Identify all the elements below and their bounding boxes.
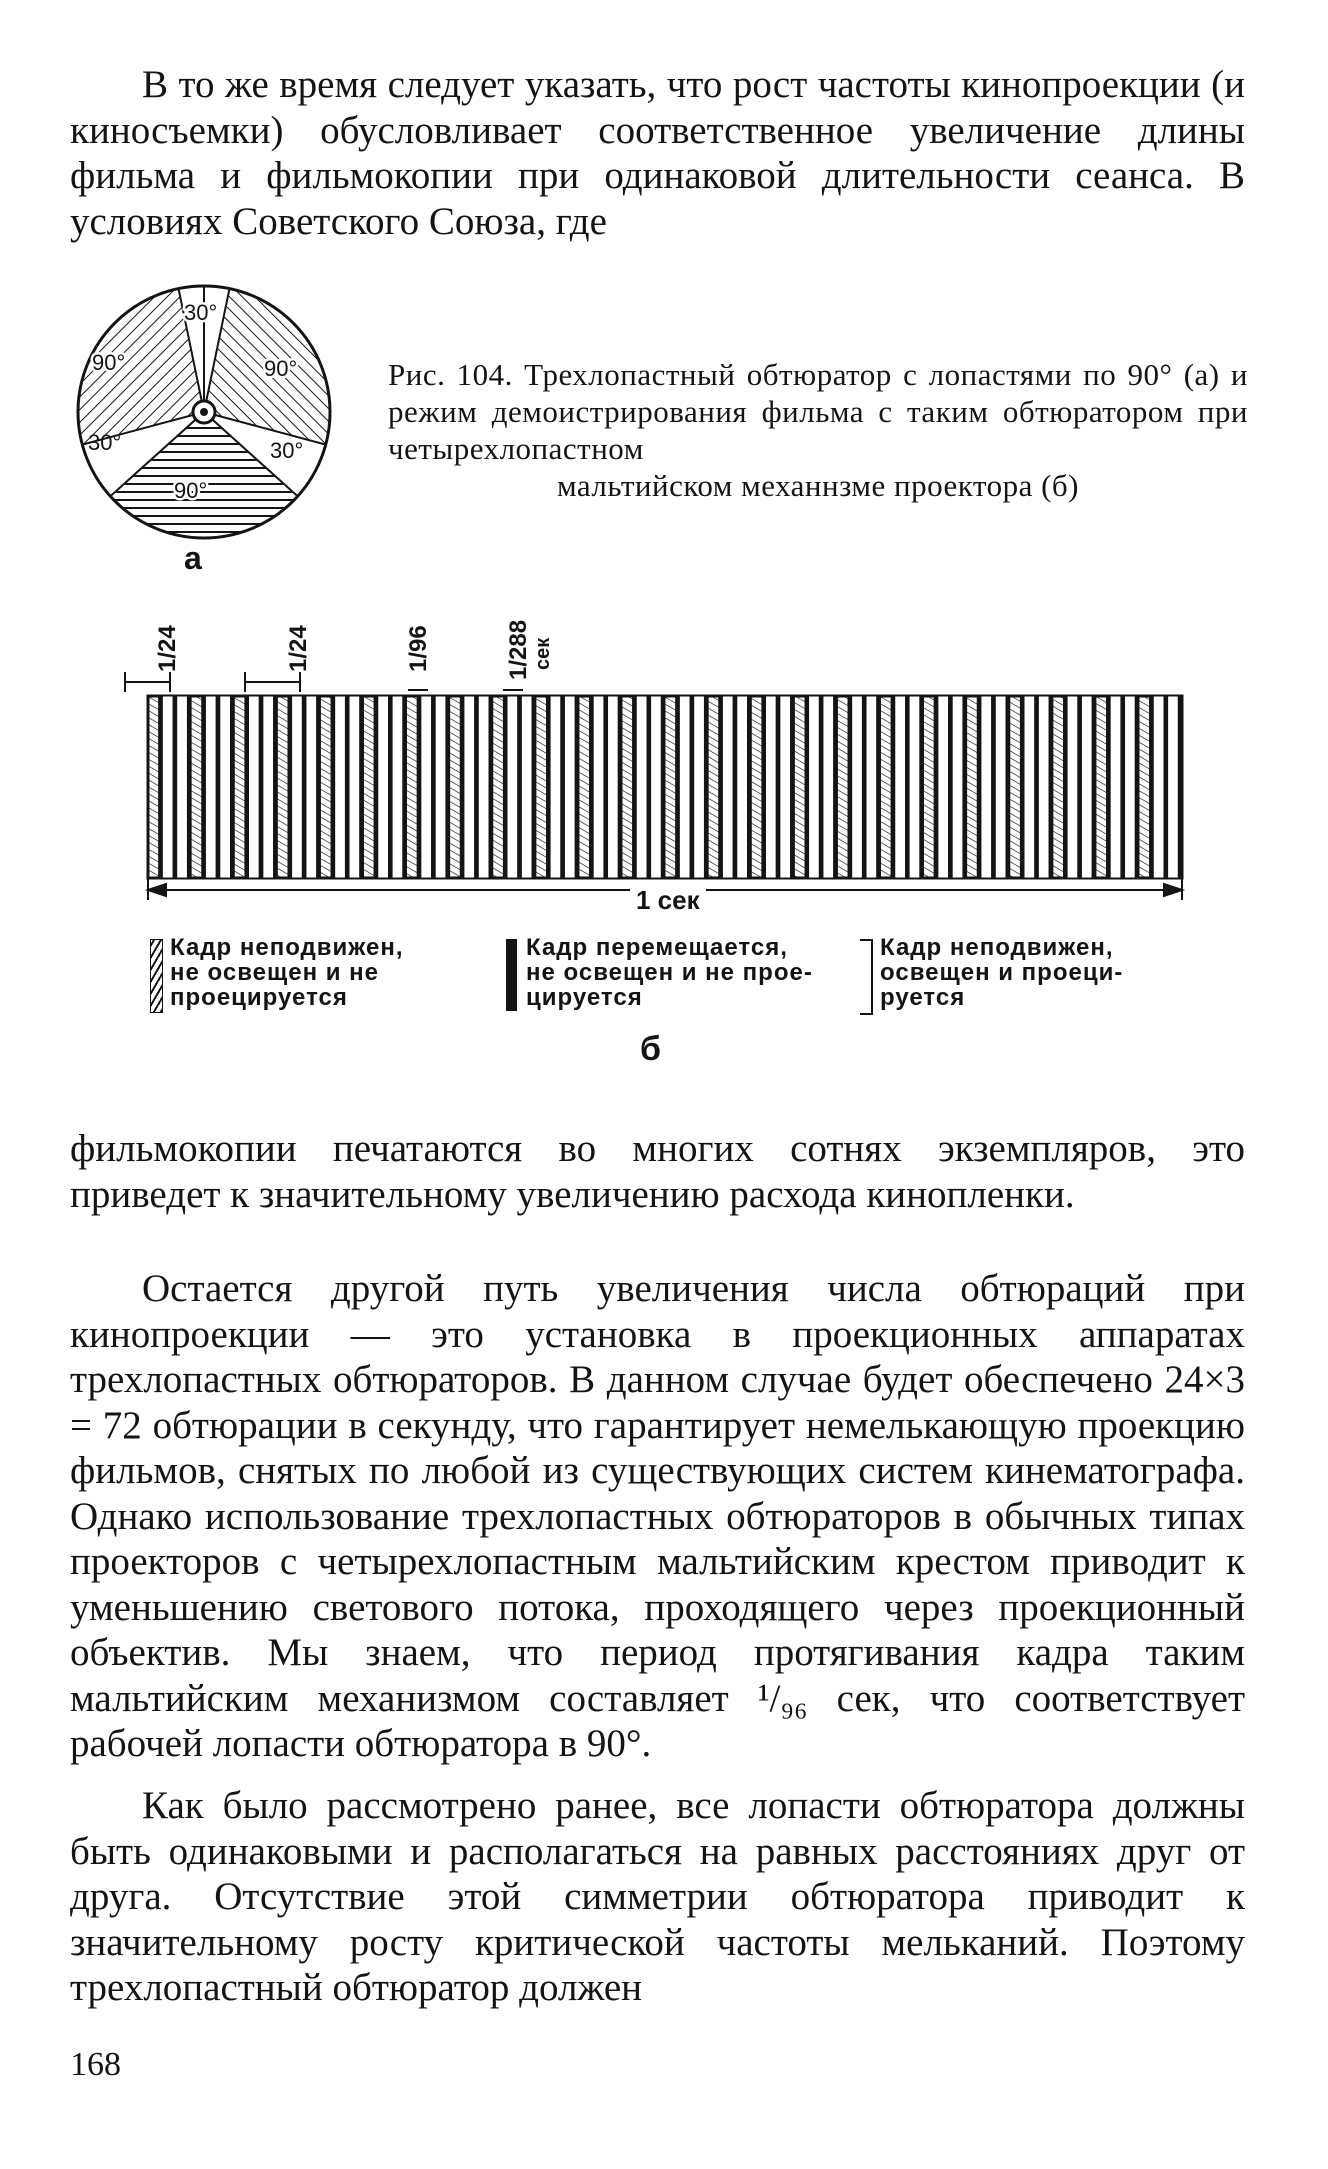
frame-segment-moving [1053,696,1064,878]
frame-segment-projected [1153,696,1164,878]
frame-segment-projected [694,696,705,878]
legend-text: не освещен и не [170,959,380,986]
frame-segment-dark [403,696,407,878]
frame-segment-projected [593,696,604,878]
frame-segment-dark [848,696,852,878]
frame-segment-projected [392,696,403,878]
frame-segment-dark [719,696,723,878]
frame-segment-moving [407,696,418,878]
frame-segment-dark [575,696,579,878]
frame-segment-dark [834,696,838,878]
frame-segment-dark [590,696,594,878]
paragraph-second: Остается другой путь увеличения числа обтюраций при кинопроекции — это установка в проекционных аппаратах трехлопастных обтюраторов. В данном случае будет обеспечено 24×3 = 72 обтюрации в секунду, что гарантирует немелькающую проекцию фильмов, снятых по любой из существующих систем кинематографа. Однако использование трехлопастных обтюраторов в обычных типах проекторов с четырехлопастным мальтийским крестом приводит к уменьшению светового потока, проходящего через проекционный объектив. Мы знаем, что период протягивания кадра таким мальтийским механизмом составляет ¹/₉₆ сек, что соответствует рабочей лопасти обтюратора в 90°. [70,1267,1245,1765]
frame-segment-dark [862,696,866,878]
frame-segment-projected [306,696,317,878]
frame-segment-dark [173,696,177,878]
legend-text: Кадр неподвижен, [170,934,404,961]
interval-label: 1/24 [154,625,181,672]
legend-text: Кадр неподвижен, [880,934,1114,961]
frame-segment-dark [704,696,708,878]
frame-segment-moving [579,696,590,878]
frame-segment-projected [478,696,489,878]
frame-segment-dark [647,696,651,878]
figure-caption [388,356,1248,504]
frame-segment-moving [493,696,504,878]
frame-segment-projected [263,696,274,878]
frame-segment-dark [389,696,393,878]
frame-segment-moving [708,696,719,878]
frame-segment-dark [1049,696,1053,878]
frame-segment-dark [791,696,795,878]
frame-segment-dark [187,696,191,878]
legend-swatch [150,939,163,1013]
frame-segment-projected [938,696,949,878]
frame-segment-dark [661,696,665,878]
frame-segment-dark [331,696,335,878]
frame-segment-projected [521,696,532,878]
frame-segment-dark [1121,696,1125,878]
frame-segment-moving [622,696,633,878]
scale-label: 1 сек [630,885,706,916]
frame-segment-projected [679,696,690,878]
frame-segment-moving [363,696,374,878]
frame-segment-dark [618,696,622,878]
paragraph-top: В то же время следует указать, что рост частоты кинопроекции (и киносъемки) обусловливает соответственное увеличение длины фильма и фильмокопии при одинаковой длительности сеанса. В условиях Советского Союза, где [70,63,1245,243]
frame-segment-dark [489,696,493,878]
caption-text: Рис. 104. Трехлопастный обтюратор с лопастями по 90° (а) и режим демоистрирования фильма с таким обтюратором при четырехлопастном [388,357,1248,466]
interval-label: 1/96 [405,625,432,672]
frame-segment-projected [292,696,303,878]
legend-text: освещен и проеци- [880,959,1124,986]
frame-segment-dark [1150,696,1154,878]
frame-segment-moving [234,696,245,878]
frame-segment-moving [148,696,159,878]
frame-segment-projected [464,696,475,878]
frame-segment-projected [550,696,561,878]
frame-segment-moving [924,696,935,878]
frame-segment-dark [159,696,163,878]
frame-segment-moving [665,696,676,878]
frame-segment-projected [809,696,820,878]
frame-segment-dark [231,696,235,878]
frame-segment-dark [762,696,766,878]
figure-label-a: а [184,540,202,576]
frame-segment-dark [446,696,450,878]
frame-segment-dark [503,696,507,878]
frame-segment-projected [1168,696,1179,878]
angle-label: 90° [264,356,298,381]
frame-segment-projected [909,696,920,878]
frame-segment-projected [220,696,231,878]
legend-item [880,935,1200,1010]
legend-swatch [860,939,873,1015]
frame-segment-projected [995,696,1006,878]
frame-segment-dark [288,696,292,878]
frame-segment-dark [202,696,206,878]
timing-diagram [0,660,1328,900]
frame-segment-projected [1038,696,1049,878]
frame-segment-dark [432,696,436,878]
frame-segment-moving [751,696,762,878]
frame-segment-dark [733,696,737,878]
legend-text: не освещен и не прое- [526,959,813,986]
legend-text: руется [880,984,966,1011]
frame-segment-dark [317,696,321,878]
frame-segment-projected [981,696,992,878]
interval-label: 1/288 [505,619,532,680]
frame-segment-dark [1135,696,1139,878]
frame-segment-dark [963,696,967,878]
figure-label-b: б [640,1030,662,1068]
frame-segment-dark [417,696,421,878]
frame-segment-moving [450,696,461,878]
frame-segment-projected [421,696,432,878]
frame-segment-dark [1107,696,1111,878]
shutter-diagram [64,272,344,552]
frame-segment-dark [374,696,378,878]
frame-segment-moving [1139,696,1150,878]
frame-segment-dark [1035,696,1039,878]
frame-segment-dark [877,696,881,878]
frame-segment-dark [891,696,895,878]
frame-segment-projected [349,696,360,878]
frame-segment-projected [866,696,877,878]
frame-segment-dark [274,696,278,878]
legend-text: цируется [526,984,643,1011]
frame-segment-dark [1164,696,1168,878]
caption-text-last-line: мальтийском механнзме проектора (б) [557,468,1079,503]
frame-segment-dark [245,696,249,878]
frame-segment-projected [249,696,260,878]
frame-segment-projected [378,696,389,878]
frame-segment-moving [1096,696,1107,878]
frame-segment-projected [1081,696,1092,878]
frame-segment-moving [794,696,805,878]
frame-segment-projected [737,696,748,878]
frame-segment-moving [880,696,891,878]
frame-segment-dark [690,696,694,878]
frame-segment-moving [837,696,848,878]
legend-text: проецируется [170,984,348,1011]
frame-segment-projected [435,696,446,878]
frame-segment-dark [906,696,910,878]
frame-segment-dark [1020,696,1024,878]
frame-segment-dark [532,696,536,878]
legend-text: Кадр перемещается, [526,934,788,961]
frame-segment-projected [608,696,619,878]
frame-segment-projected [852,696,863,878]
frame-segment-dark [676,696,680,878]
frame-segment-projected [823,696,834,878]
frame-segment-dark [259,696,263,878]
frame-segment-dark [1092,696,1096,878]
legend-item [170,935,470,1010]
frame-segment-projected [636,696,647,878]
frame-segment-dark [460,696,464,878]
frame-segment-projected [1067,696,1078,878]
frame-segment-moving [320,696,331,878]
frame-segment-dark [302,696,306,878]
frame-segment-dark [1006,696,1010,878]
frame-segment-projected [895,696,906,878]
frame-segment-dark [819,696,823,878]
frame-segment-moving [967,696,978,878]
frame-segment-projected [1024,696,1035,878]
frame-segment-projected [651,696,662,878]
frame-segment-dark [977,696,981,878]
frame-segment-dark [805,696,809,878]
frame-segment-moving [536,696,547,878]
film-strip [148,696,1182,878]
frame-segment-dark [518,696,522,878]
frame-segment-projected [766,696,777,878]
frame-segment-dark [1178,696,1182,878]
page-number: 168 [70,2046,121,2083]
frame-segment-dark [1064,696,1068,878]
frame-segment-projected [162,696,173,878]
frame-segment-projected [335,696,346,878]
frame-segment-dark [934,696,938,878]
angle-label: 30° [88,430,122,455]
interval-label: сек [532,637,554,670]
frame-segment-dark [360,696,364,878]
paragraph-third: Как было рассмотрено ранее, все лопасти обтюратора должны быть одинаковыми и располагаться на равных расстояниях друг от друга. Отсутствие этой симметрии обтюратора приводит к значительному росту критической частоты мельканий. Поэтому трехлопастный обтюратор должен [70,1784,1245,2009]
angle-label: 90° [92,350,126,375]
frame-segment-dark [748,696,752,878]
frame-segment-dark [633,696,637,878]
frame-segment-dark [776,696,780,878]
frame-segment-dark [345,696,349,878]
legend-item [526,935,866,1010]
frame-segment-projected [177,696,188,878]
frame-segment-projected [1110,696,1121,878]
frame-segment-projected [1125,696,1136,878]
frame-segment-moving [191,696,202,878]
interval-label: 1/24 [285,625,312,672]
angle-label: 90° [174,478,208,503]
frame-segment-projected [507,696,518,878]
frame-segment-dark [547,696,551,878]
frame-segment-projected [564,696,575,878]
frame-segment-dark [992,696,996,878]
frame-segment-dark [216,696,220,878]
frame-segment-projected [780,696,791,878]
frame-segment-projected [205,696,216,878]
legend-swatch [506,939,517,1011]
frame-segment-projected [722,696,733,878]
angle-label: 30° [270,438,304,463]
frame-segment-moving [1010,696,1021,878]
frame-segment-dark [475,696,479,878]
frame-segment-dark [920,696,924,878]
frame-segment-dark [1078,696,1082,878]
frame-segment-dark [604,696,608,878]
frame-segment-dark [949,696,953,878]
frame-segment-projected [952,696,963,878]
paragraph-middle: фильмокопии печатаются во многих сотнях экземпляров, это приведет к значительному увеличению расхода кинопленки. [70,1127,1245,1216]
frame-segment-dark [561,696,565,878]
frame-segment-moving [277,696,288,878]
angle-label: 30° [184,300,218,325]
